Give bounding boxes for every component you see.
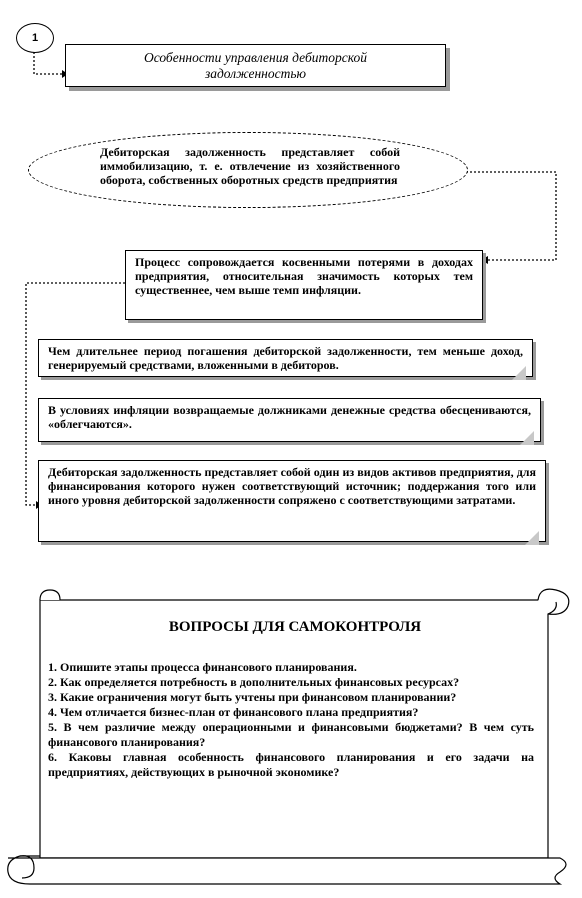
questions-list <box>48 660 534 780</box>
inflation-box: В условиях инфляции возвращаемые должниками денежные средства обесцениваются, «облегчаются». <box>38 398 541 442</box>
step-number: 1 <box>31 32 39 44</box>
period-box: Чем длительнее период погашения дебиторской задолженности, тем меньше доход, генерируемый средствами, вложенными в дебиторов. <box>38 339 533 377</box>
step-number-badge <box>16 23 54 53</box>
folded-corner-icon <box>512 366 526 380</box>
self-control-heading: ВОПРОСЫ ДЛЯ САМОКОНТРОЛЯ <box>168 619 422 635</box>
question-item: 3. Какие ограничения могут быть учтены при финансовом планировании? <box>48 690 457 704</box>
question-item: 5. В чем различие между операционными и финансовыми бюджетами? В чем суть финансового планирования? <box>48 720 534 749</box>
asset-box: Дебиторская задолженность представляет собой один из видов активов предприятия, для финансирования которого нужен соответствующий источник; поддержания того или иного уровня дебиторской задолженности сопряжено с соответствующими затратами. <box>38 460 546 542</box>
question-item: 1. Опишите этапы процесса финансового планирования. <box>48 660 357 674</box>
process-box: Процесс сопровождается косвенными потерями в доходах предприятия, относительная значимость которых тем существеннее, чем выше темп инфляции. <box>125 250 483 320</box>
diagram-title: Особенности управления дебиторской задолженностью <box>65 44 446 87</box>
folded-corner-icon <box>525 531 539 545</box>
question-item: 4. Чем отличается бизнес-план от финансового плана предприятия? <box>48 705 419 719</box>
question-item: 2. Как определяется потребность в дополнительных финансовых ресурсах? <box>48 675 460 689</box>
question-item: 6. Каковы главная особенность финансового планирования и его задачи на предприятиях, действующих в рыночной экономике? <box>48 750 534 779</box>
folded-corner-icon <box>520 431 534 445</box>
ellipse-text: Дебиторская задолженность представляет собой иммобилизацию, т. е. отвлечение из хозяйственного оборота, собственных оборотных средств предприятия <box>100 145 400 187</box>
